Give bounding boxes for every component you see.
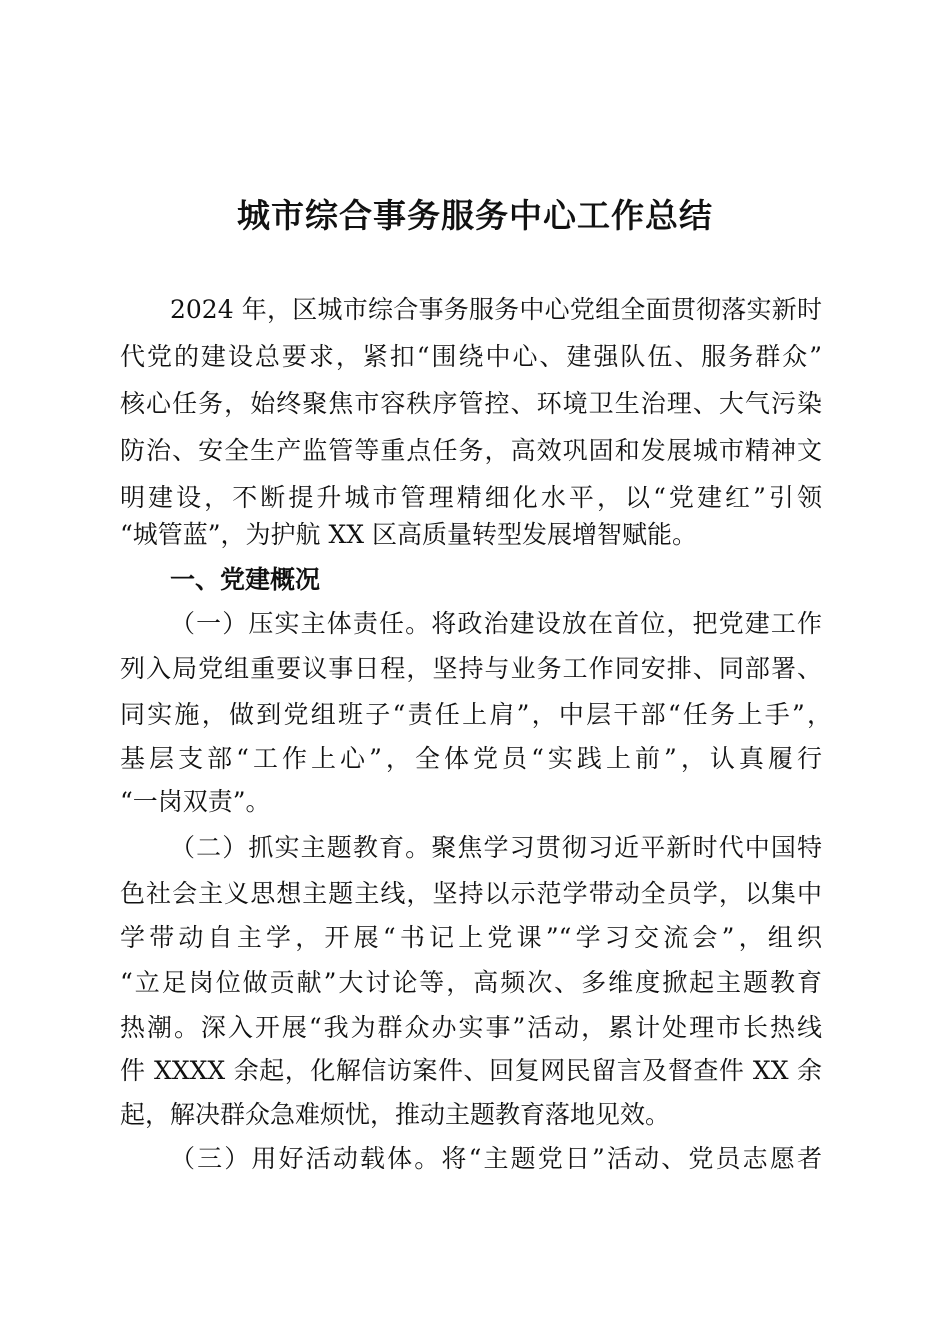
- p1-lead: （一）压实主体责任。: [170, 609, 432, 638]
- p1-line-2: 列入局党组重要议事日程，坚持与业务工作同安排、同部署、: [120, 654, 822, 683]
- p1-first-rest: 将政治建设放在首位，把党建工作: [431, 609, 822, 638]
- p2-line-5: 热潮。深入开展“我为群众办实事”活动，累计处理市长热线: [120, 1013, 822, 1042]
- intro-line-1: 2024 年，区城市综合事务服务中心党组全面贯彻落实新时: [170, 295, 822, 324]
- section-heading-party-building: 一、党建概况: [170, 565, 321, 594]
- intro-line-2: 代党的建设总要求，紧扣“围绕中心、建强队伍、服务群众”: [120, 342, 822, 371]
- p1-line-1: [170, 608, 822, 640]
- p1-line-3: 同实施，做到党组班子“责任上肩”，中层干部“任务上手”，: [120, 700, 832, 729]
- p3-lead: （三）用好活动载体。: [170, 1144, 442, 1173]
- intro-line-3: 核心任务，始终聚焦市容秩序管控、环境卫生治理、大气污染: [120, 389, 822, 418]
- intro-line-5: 明建设，不断提升城市管理精细化水平，以“党建红”引领: [120, 483, 822, 512]
- p3-first-rest: 将“主题党日”活动、党员志愿者: [441, 1144, 822, 1173]
- document-title: 城市综合事务服务中心工作总结: [237, 196, 713, 235]
- intro-line-4: 防治、安全生产监管等重点任务，高效巩固和发展城市精神文: [120, 436, 822, 465]
- p2-line-7: 起，解决群众急难烦忧，推动主题教育落地见效。: [120, 1100, 671, 1129]
- intro-line-6: “城管蓝”，为护航 XX 区高质量转型发展增智赋能。: [120, 520, 698, 549]
- p1-line-4: 基层支部“工作上心”，全体党员“实践上前”，认真履行: [120, 744, 822, 773]
- p2-line-6: 件 XXXX 余起，化解信访案件、回复网民留言及督查件 XX 余: [120, 1056, 822, 1085]
- p2-first-rest: 聚焦学习贯彻习近平新时代中国特: [431, 833, 822, 862]
- p3-line-1: [170, 1143, 822, 1175]
- p2-line-3: 学带动自主学，开展“书记上党课”“学习交流会”，组织: [120, 923, 822, 952]
- p2-line-2: 色社会主义思想主题主线，坚持以示范学带动全员学，以集中: [120, 879, 822, 908]
- p2-line-1: [170, 832, 822, 864]
- p2-line-4: “立足岗位做贡献”大讨论等，高频次、多维度掀起主题教育: [120, 968, 822, 997]
- p1-line-5: “一岗双责”。: [120, 787, 271, 816]
- p2-lead: （二）抓实主题教育。: [170, 833, 432, 862]
